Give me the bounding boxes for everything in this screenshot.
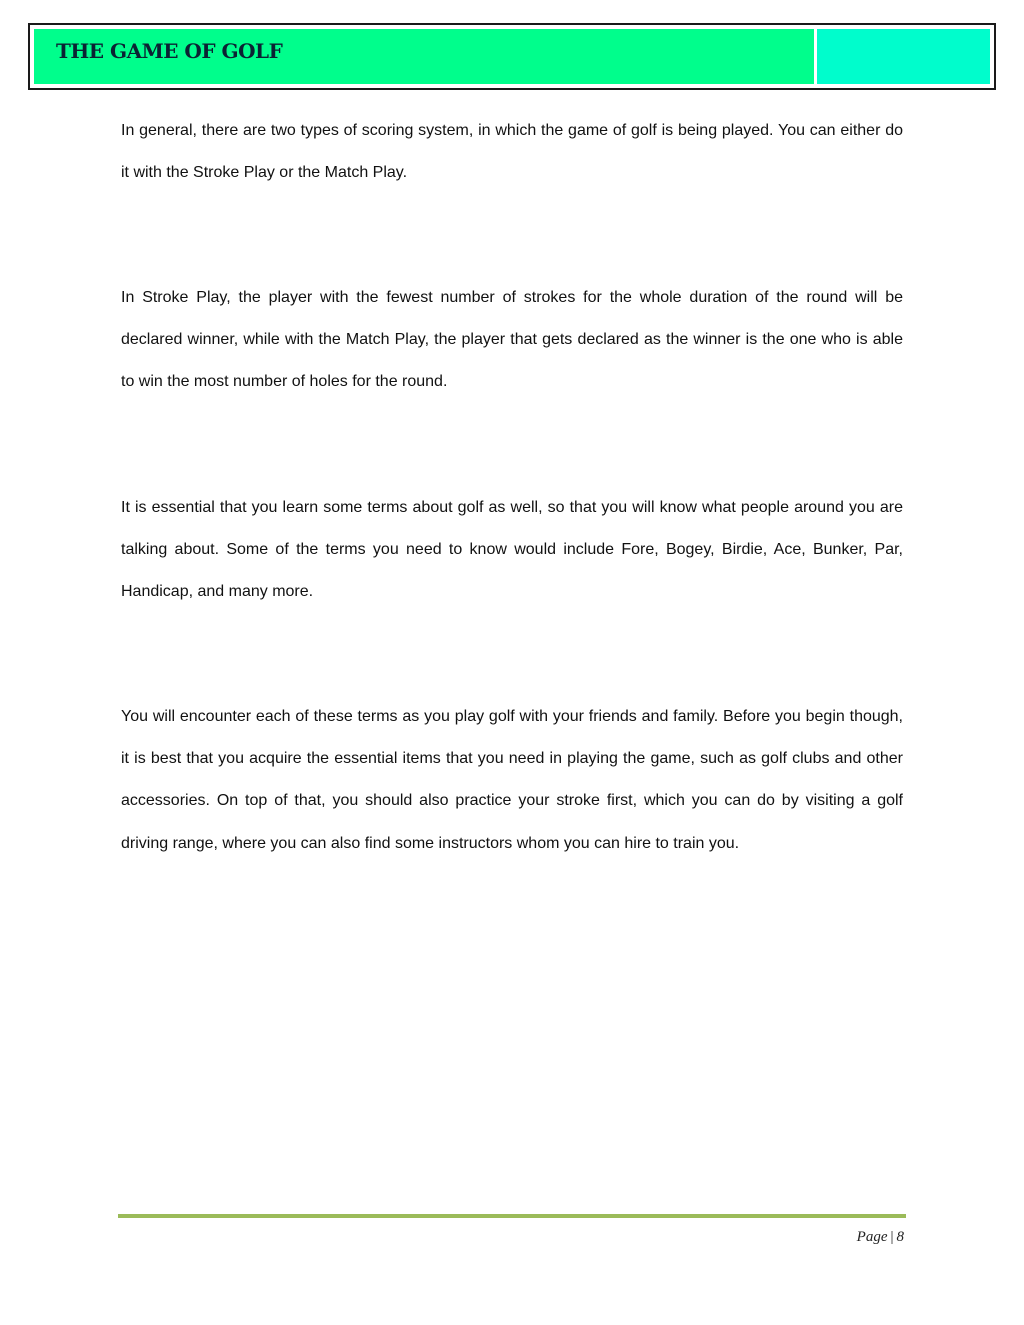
header-title-band — [34, 29, 814, 84]
page-number — [857, 1229, 904, 1246]
footer-divider — [118, 1214, 906, 1218]
paragraph-getting-started: You will encounter each of these terms as you play golf with your friends and family. Before you begin though, it is best that you acquire the essential items that you need in playing the game, such as golf clubs and other accessories. On top of that, you should also practice your stroke first, which you can do by visiting a golf driving range, where you can also find some instructors whom you can hire to train you. — [121, 708, 903, 852]
page-number-value: 8 — [896, 1229, 904, 1245]
header-inner — [34, 29, 990, 84]
paragraph-golf-terms: It is essential that you learn some terms about golf as well, so that you will know what people around you are talking about. Some of the terms you need to know would include Fore, Bogey, Birdie, Ace, Bunker, Par, Handicap, and many more. — [121, 499, 903, 601]
page-label: Page — [856, 1229, 888, 1245]
page-header — [28, 23, 996, 90]
document-title: THE GAME OF GOLF — [56, 39, 283, 63]
paragraph-scoring-systems: In general, there are two types of scoring system, in which the game of golf is being played. You can either do it with the Stroke Play or the Match Play. — [121, 122, 903, 182]
header-side-band — [817, 29, 990, 84]
paragraph-stroke-match-play: In Stroke Play, the player with the fewest number of strokes for the whole duration of the round will be declared winner, while with the Match Play, the player that gets declared as the winner is the one who is able to win the most number of holes for the round. — [121, 289, 903, 391]
page-separator: | — [890, 1229, 894, 1245]
